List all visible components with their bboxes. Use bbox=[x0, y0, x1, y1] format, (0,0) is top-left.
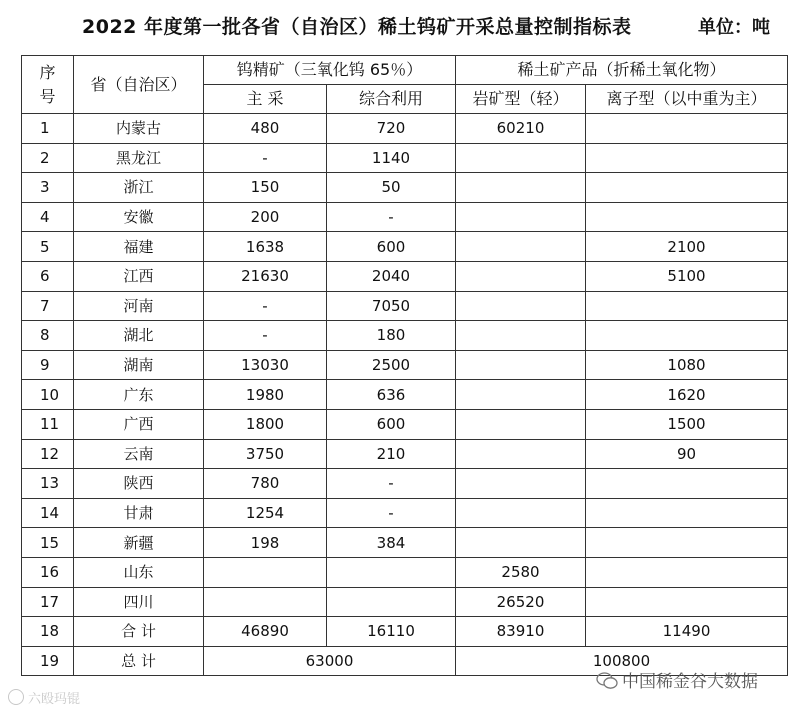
row-tungsten-comprehensive: - bbox=[327, 469, 456, 499]
table-row bbox=[22, 291, 788, 321]
header-row-1 bbox=[22, 56, 788, 85]
row-rare-earth-ion bbox=[586, 202, 788, 232]
row-rare-earth-ion: 2100 bbox=[586, 232, 788, 262]
row-seq: 17 bbox=[22, 587, 74, 617]
row-tungsten-main: 1980 bbox=[204, 380, 327, 410]
row-rare-earth-rock: 2580 bbox=[456, 557, 586, 587]
row-tungsten-comprehensive bbox=[327, 557, 456, 587]
row-tungsten-comprehensive: 720 bbox=[327, 114, 456, 144]
row-tungsten-comprehensive: 2040 bbox=[327, 261, 456, 291]
table-row bbox=[22, 380, 788, 410]
table-row bbox=[22, 587, 788, 617]
row-rare-earth-ion bbox=[586, 173, 788, 203]
row-province: 广西 bbox=[74, 409, 204, 439]
table-row bbox=[22, 202, 788, 232]
row-rare-earth-ion bbox=[586, 143, 788, 173]
row-province: 内蒙古 bbox=[74, 114, 204, 144]
row-tungsten-main: - bbox=[204, 143, 327, 173]
header-province: 省（自治区） bbox=[74, 56, 204, 114]
table-row bbox=[22, 617, 788, 647]
row-province: 新疆 bbox=[74, 528, 204, 558]
row-seq: 10 bbox=[22, 380, 74, 410]
row-seq: 7 bbox=[22, 291, 74, 321]
row-rare-earth-ion: 1500 bbox=[586, 409, 788, 439]
row-rare-earth-ion bbox=[586, 587, 788, 617]
row-rare-earth-rock bbox=[456, 173, 586, 203]
row-tungsten-main: - bbox=[204, 321, 327, 351]
row-seq: 14 bbox=[22, 498, 74, 528]
table-row bbox=[22, 528, 788, 558]
row-rare-earth-rock bbox=[456, 380, 586, 410]
row-seq: 3 bbox=[22, 173, 74, 203]
total-seq: 19 bbox=[22, 646, 74, 676]
row-rare-earth-rock bbox=[456, 409, 586, 439]
row-rare-earth-rock: 26520 bbox=[456, 587, 586, 617]
row-province: 河南 bbox=[74, 291, 204, 321]
quota-table bbox=[21, 55, 788, 676]
total-label: 总 计 bbox=[74, 646, 204, 676]
row-rare-earth-ion bbox=[586, 114, 788, 144]
rare-earth-grand-total: 100800 bbox=[456, 646, 788, 676]
row-rare-earth-ion: 90 bbox=[586, 439, 788, 469]
row-tungsten-comprehensive: 16110 bbox=[327, 617, 456, 647]
row-tungsten-comprehensive: 600 bbox=[327, 232, 456, 262]
row-tungsten-main bbox=[204, 587, 327, 617]
row-province: 浙江 bbox=[74, 173, 204, 203]
row-tungsten-comprehensive: 180 bbox=[327, 321, 456, 351]
row-seq: 12 bbox=[22, 439, 74, 469]
row-seq: 9 bbox=[22, 350, 74, 380]
row-seq: 1 bbox=[22, 114, 74, 144]
row-tungsten-main: 198 bbox=[204, 528, 327, 558]
header-comprehensive: 综合利用 bbox=[327, 85, 456, 114]
row-tungsten-main: 200 bbox=[204, 202, 327, 232]
row-rare-earth-rock: 83910 bbox=[456, 617, 586, 647]
row-rare-earth-rock bbox=[456, 469, 586, 499]
row-seq: 2 bbox=[22, 143, 74, 173]
row-rare-earth-rock: 60210 bbox=[456, 114, 586, 144]
row-tungsten-main: 21630 bbox=[204, 261, 327, 291]
row-rare-earth-ion bbox=[586, 557, 788, 587]
row-rare-earth-ion bbox=[586, 498, 788, 528]
row-rare-earth-ion bbox=[586, 291, 788, 321]
header-rare-earth: 稀土矿产品（折稀土氧化物） bbox=[456, 56, 788, 85]
row-province: 江西 bbox=[74, 261, 204, 291]
row-rare-earth-rock bbox=[456, 439, 586, 469]
row-tungsten-main: 150 bbox=[204, 173, 327, 203]
row-rare-earth-rock bbox=[456, 143, 586, 173]
row-tungsten-main: 780 bbox=[204, 469, 327, 499]
table-row bbox=[22, 232, 788, 262]
row-tungsten-main: 1638 bbox=[204, 232, 327, 262]
table-row bbox=[22, 143, 788, 173]
table-row bbox=[22, 261, 788, 291]
row-tungsten-comprehensive: 7050 bbox=[327, 291, 456, 321]
row-seq: 5 bbox=[22, 232, 74, 262]
row-tungsten-main: 46890 bbox=[204, 617, 327, 647]
table-row bbox=[22, 557, 788, 587]
table-row bbox=[22, 173, 788, 203]
row-rare-earth-rock bbox=[456, 498, 586, 528]
row-rare-earth-ion bbox=[586, 321, 788, 351]
row-tungsten-main bbox=[204, 557, 327, 587]
row-tungsten-main: - bbox=[204, 291, 327, 321]
row-tungsten-main: 480 bbox=[204, 114, 327, 144]
unit-label: 单位：吨 bbox=[698, 17, 770, 38]
header-main: 主 采 bbox=[204, 85, 327, 114]
table-row bbox=[22, 439, 788, 469]
watermark-right: 中国稀金谷大数据 bbox=[596, 667, 758, 692]
row-province: 黑龙江 bbox=[74, 143, 204, 173]
row-tungsten-comprehensive: 2500 bbox=[327, 350, 456, 380]
row-rare-earth-ion: 1620 bbox=[586, 380, 788, 410]
row-seq: 15 bbox=[22, 528, 74, 558]
row-rare-earth-ion: 1080 bbox=[586, 350, 788, 380]
row-seq: 6 bbox=[22, 261, 74, 291]
header-rock: 岩矿型（轻） bbox=[456, 85, 586, 114]
header-ion: 离子型（以中重为主） bbox=[586, 85, 788, 114]
row-tungsten-main: 13030 bbox=[204, 350, 327, 380]
title-row bbox=[0, 10, 810, 44]
table-row bbox=[22, 498, 788, 528]
row-province: 甘肃 bbox=[74, 498, 204, 528]
row-tungsten-comprehensive: 600 bbox=[327, 409, 456, 439]
table-row bbox=[22, 321, 788, 351]
wechat-icon bbox=[596, 672, 618, 690]
row-rare-earth-rock bbox=[456, 261, 586, 291]
row-rare-earth-rock bbox=[456, 202, 586, 232]
row-rare-earth-rock bbox=[456, 528, 586, 558]
header-seq: 序号 bbox=[22, 56, 74, 114]
row-province: 山东 bbox=[74, 557, 204, 587]
row-rare-earth-rock bbox=[456, 321, 586, 351]
table-body bbox=[22, 114, 788, 647]
row-province: 湖南 bbox=[74, 350, 204, 380]
watermark-logo-icon bbox=[8, 689, 24, 705]
row-tungsten-comprehensive: 50 bbox=[327, 173, 456, 203]
table-row bbox=[22, 350, 788, 380]
row-province: 云南 bbox=[74, 439, 204, 469]
row-rare-earth-ion bbox=[586, 469, 788, 499]
row-tungsten-comprehensive: 636 bbox=[327, 380, 456, 410]
row-province: 安徽 bbox=[74, 202, 204, 232]
row-province: 合 计 bbox=[74, 617, 204, 647]
page-title: 2022 年度第一批各省（自治区）稀土钨矿开采总量控制指标表 bbox=[82, 16, 632, 38]
row-tungsten-comprehensive: 1140 bbox=[327, 143, 456, 173]
row-rare-earth-ion: 5100 bbox=[586, 261, 788, 291]
row-seq: 11 bbox=[22, 409, 74, 439]
row-rare-earth-ion: 11490 bbox=[586, 617, 788, 647]
row-seq: 18 bbox=[22, 617, 74, 647]
row-rare-earth-rock bbox=[456, 350, 586, 380]
row-seq: 13 bbox=[22, 469, 74, 499]
row-tungsten-main: 1800 bbox=[204, 409, 327, 439]
row-tungsten-comprehensive: - bbox=[327, 498, 456, 528]
row-province: 四川 bbox=[74, 587, 204, 617]
row-province: 湖北 bbox=[74, 321, 204, 351]
row-seq: 4 bbox=[22, 202, 74, 232]
row-seq: 8 bbox=[22, 321, 74, 351]
table-row bbox=[22, 409, 788, 439]
header-tungsten: 钨精矿（三氧化钨 65％） bbox=[204, 56, 456, 85]
table-row bbox=[22, 469, 788, 499]
row-tungsten-comprehensive bbox=[327, 587, 456, 617]
tungsten-grand-total: 63000 bbox=[204, 646, 456, 676]
row-province: 福建 bbox=[74, 232, 204, 262]
row-seq: 16 bbox=[22, 557, 74, 587]
row-tungsten-main: 1254 bbox=[204, 498, 327, 528]
row-rare-earth-ion bbox=[586, 528, 788, 558]
row-rare-earth-rock bbox=[456, 232, 586, 262]
watermark-left: 六殴玛锟 bbox=[8, 688, 80, 707]
row-tungsten-comprehensive: - bbox=[327, 202, 456, 232]
row-tungsten-comprehensive: 210 bbox=[327, 439, 456, 469]
row-province: 陕西 bbox=[74, 469, 204, 499]
row-province: 广东 bbox=[74, 380, 204, 410]
row-rare-earth-rock bbox=[456, 291, 586, 321]
row-tungsten-main: 3750 bbox=[204, 439, 327, 469]
table-row bbox=[22, 114, 788, 144]
row-tungsten-comprehensive: 384 bbox=[327, 528, 456, 558]
